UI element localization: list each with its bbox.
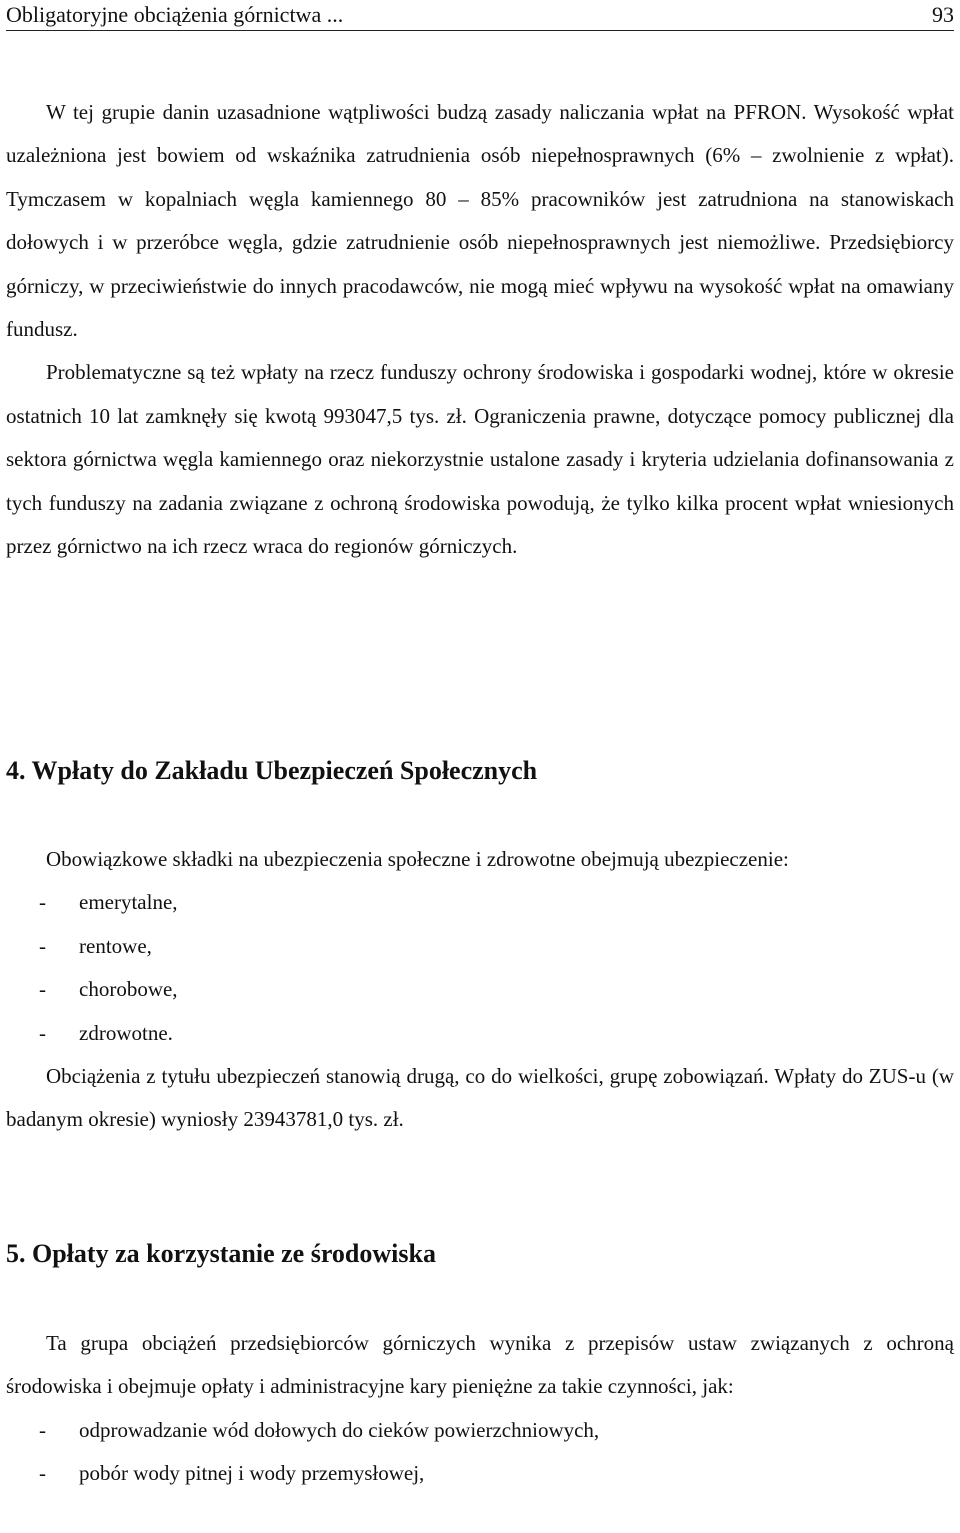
list-item	[6, 1452, 954, 1495]
list-dash: -	[39, 1417, 46, 1442]
intro-text	[6, 91, 954, 568]
insurance-list	[6, 881, 954, 1055]
section-4-heading: 4. Wpłaty do Zakładu Ubezpieczeń Społecznych	[6, 756, 538, 785]
section-4-lead: Obowiązkowe składki na ubezpieczenia społeczne i zdrowotne obejmują ubezpieczenie:	[46, 847, 789, 871]
intro-paragraph-2: Problematyczne są też wpłaty na rzecz funduszy ochrony środowiska i gospodarki wodnej, które w okresie ostatnich 10 lat zamknęły się kwotą 993047,5 tys. zł. Ograniczenia prawne, dotyczące pomocy publicznej dla sektora górnictwa węgla kamiennego oraz niekorzystnie ustalone zasady i kryteria udzielania dofinansowania z tych funduszy na zadania związane z ochroną środowiska powodują, że tylko kilka procent wpłat wniesionych przez górnictwo na ich rzecz wraca do regionów górniczych.	[6, 360, 954, 559]
list-item	[6, 1012, 954, 1055]
list-item	[6, 1409, 954, 1452]
list-item-text: rentowe,	[79, 933, 152, 958]
section-4-closing: Obciążenia z tytułu ubezpieczeń stanowią drugą, co do wielkości, grupę zobowiązań. Wpłaty do ZUS-u (w badanym okresie) wyniosły 23943781,0 tys. zł.	[6, 1064, 954, 1132]
section-4-body	[6, 838, 954, 1142]
list-item	[6, 968, 954, 1011]
environment-fee-list	[6, 1409, 954, 1496]
list-item-text: pobór wody pitnej i wody przemysłowej,	[79, 1461, 425, 1486]
list-dash: -	[39, 933, 46, 958]
list-dash: -	[39, 1020, 46, 1045]
running-header	[6, 2, 954, 31]
list-dash: -	[39, 1461, 46, 1486]
section-5-heading: 5. Opłaty za korzystanie ze środowiska	[6, 1239, 436, 1268]
list-dash: -	[39, 977, 46, 1002]
page-number: 93	[932, 2, 954, 27]
section-5-body	[6, 1322, 954, 1496]
list-item	[6, 925, 954, 968]
list-item	[6, 881, 954, 924]
running-header-title: Obligatoryjne obciążenia górnictwa ...	[6, 2, 344, 27]
list-item-text: emerytalne,	[79, 890, 178, 915]
list-item-text: odprowadzanie wód dołowych do cieków powierzchniowych,	[79, 1417, 600, 1442]
list-dash: -	[39, 890, 46, 915]
list-item-text: zdrowotne.	[79, 1020, 173, 1045]
intro-paragraph-1: W tej grupie danin uzasadnione wątpliwości budzą zasady naliczania wpłat na PFRON. Wysokość wpłat uzależniona jest bowiem od wskaźnika zatrudnienia osób niepełnosprawnych (6% – zwolnienie z wpłat). Tymczasem w kopalniach węgla kamiennego 80 – 85% pracowników jest zatrudniona na stanowiskach dołowych i w przeróbce węgla, gdzie zatrudnienie osób niepełnosprawnych jest niemożliwe. Przedsiębiorcy górniczy, w przeciwieństwie do innych pracodawców, nie mogą mieć wpływu na wysokość wpłat na omawiany fundusz.	[6, 100, 954, 342]
list-item-text: chorobowe,	[79, 977, 178, 1002]
section-5-lead: Ta grupa obciążeń przedsiębiorców górniczych wynika z przepisów ustaw związanych z ochroną środowiska i obejmuje opłaty i administracyjne kary pieniężne za takie czynności, jak:	[6, 1331, 954, 1399]
